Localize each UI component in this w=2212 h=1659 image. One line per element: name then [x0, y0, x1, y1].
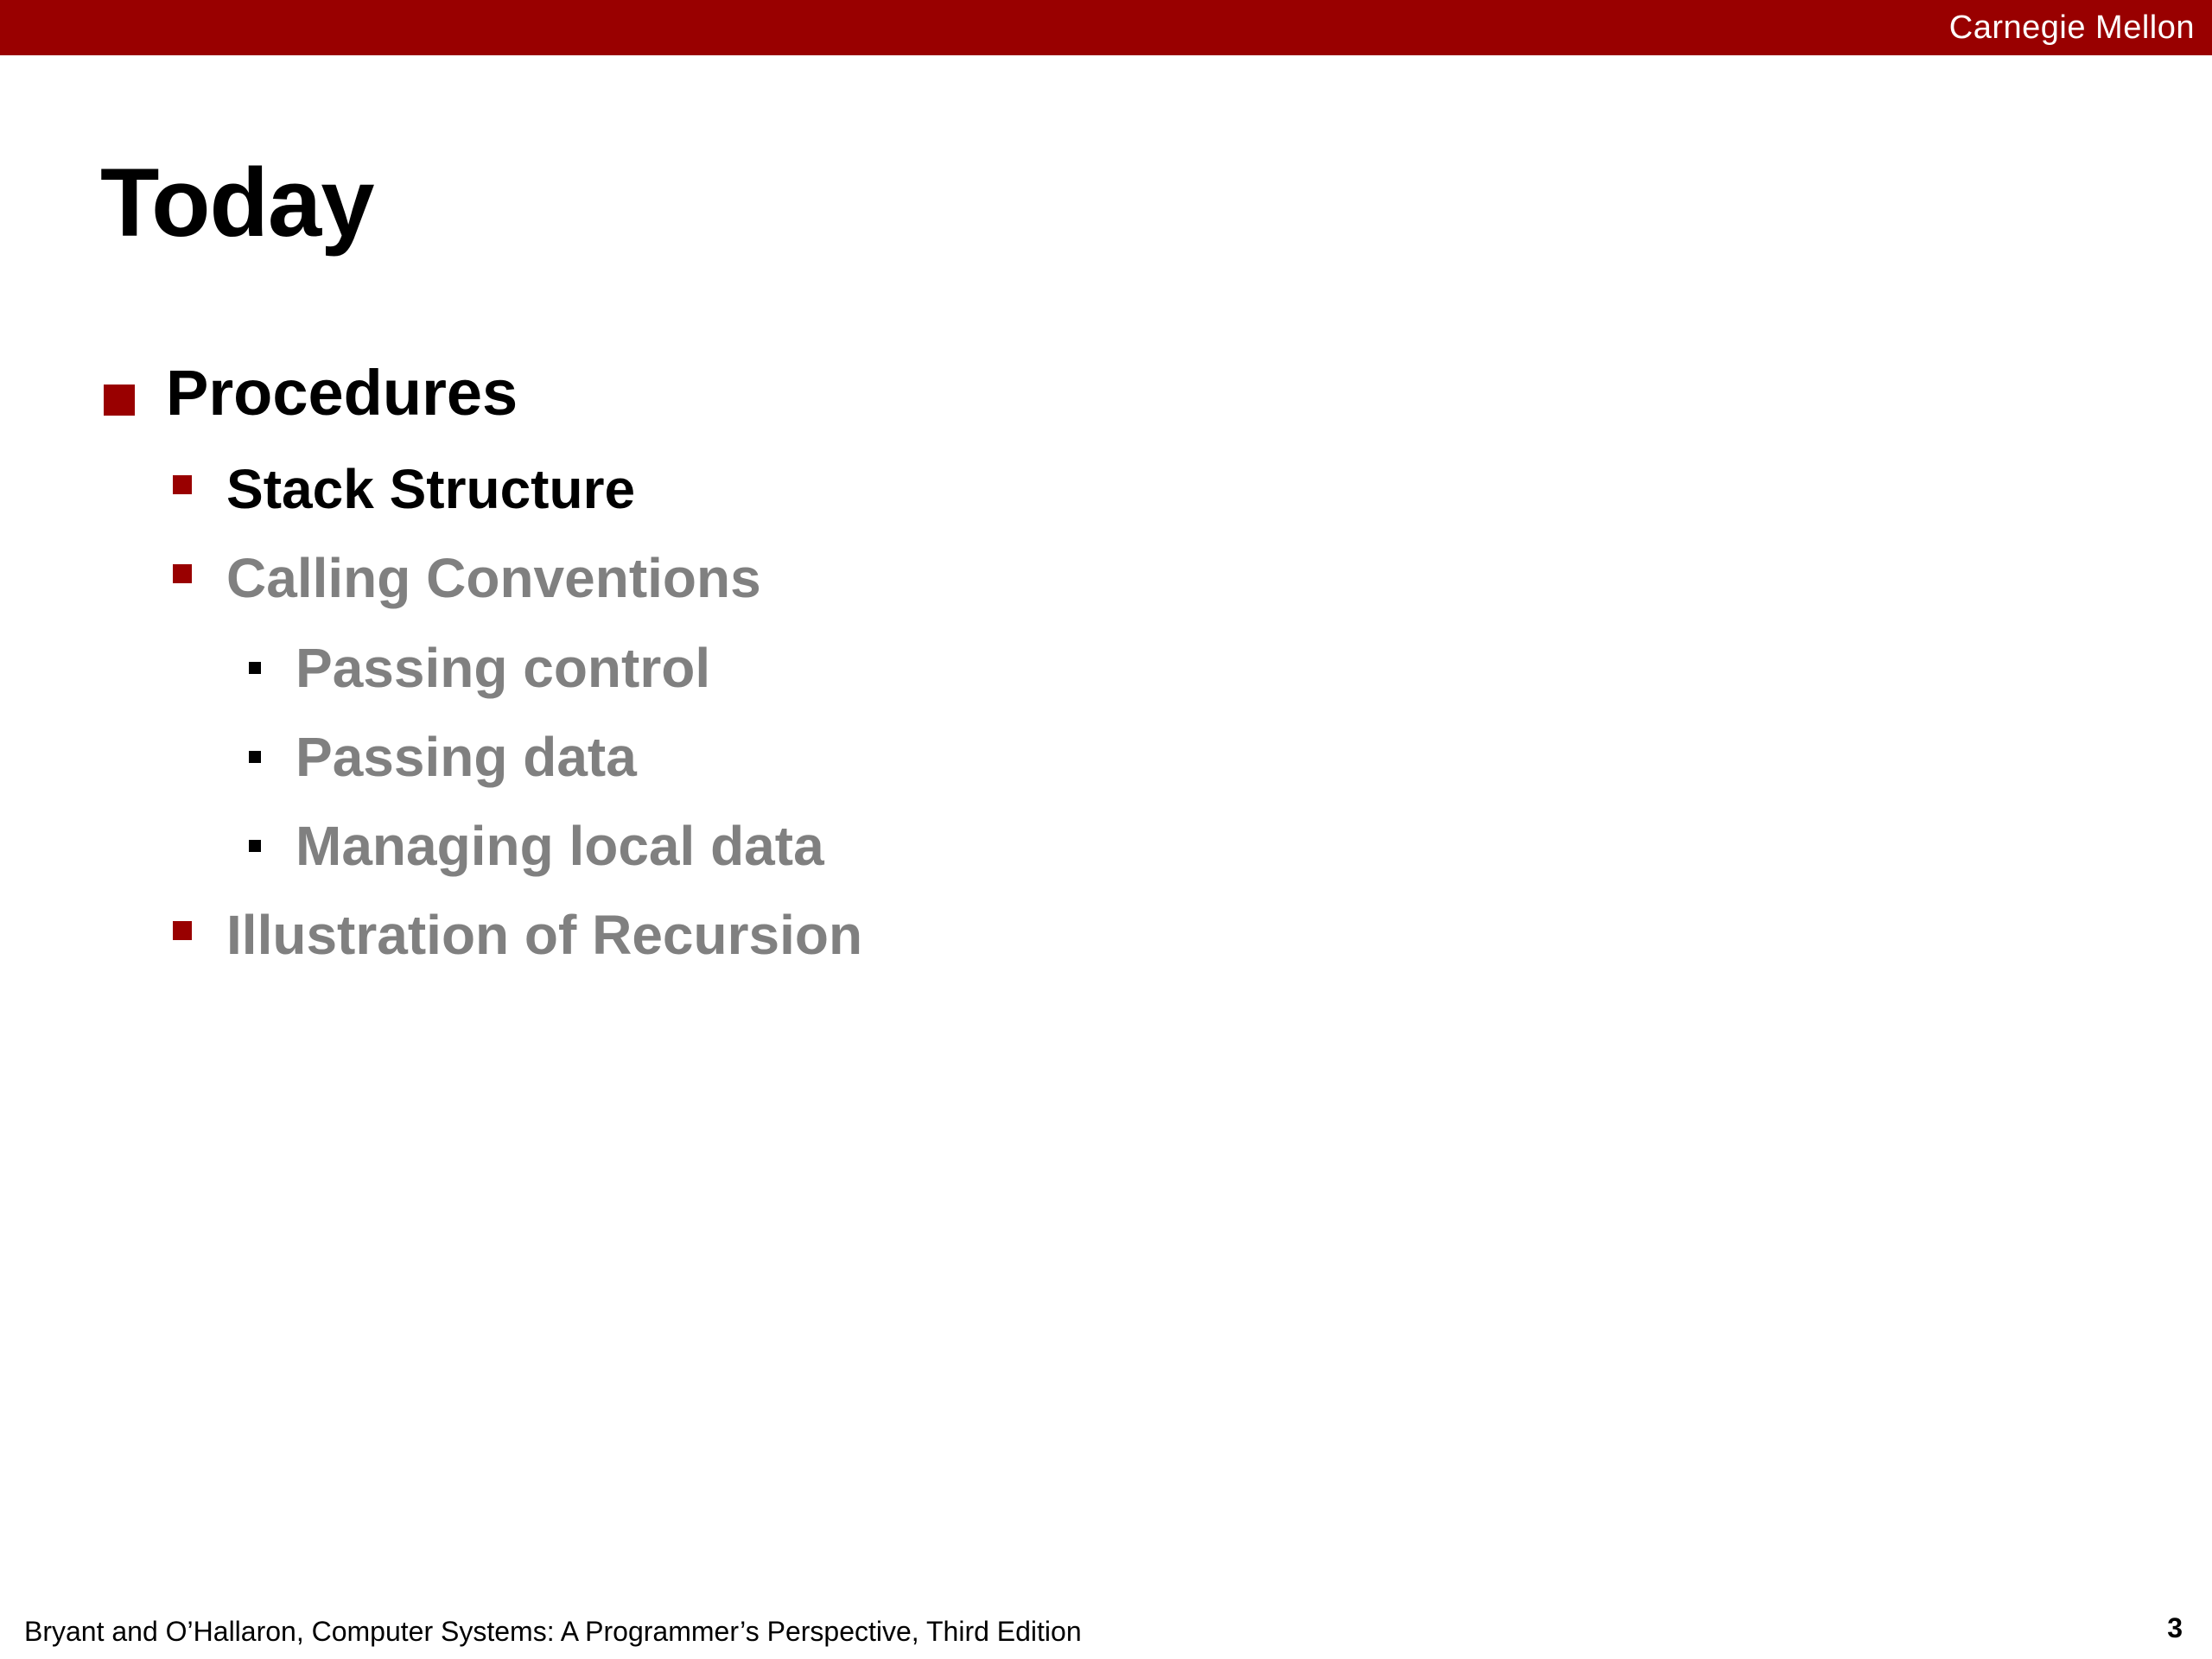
page-number: 3	[2167, 1612, 2183, 1643]
slide-title: Today	[100, 149, 374, 257]
header-bar	[0, 0, 2212, 55]
bullet-square-icon	[173, 564, 192, 583]
bullet-label: Passing control	[296, 637, 711, 699]
bullet-label: Calling Conventions	[226, 547, 761, 609]
bullet-label: Stack Structure	[226, 458, 636, 520]
bullet-label: Procedures	[166, 357, 518, 429]
bullet-label: Illustration of Recursion	[226, 904, 863, 966]
bullet-small-square-icon	[249, 840, 261, 852]
footer-citation: Bryant and O’Hallaron, Computer Systems: A Programmer’s Perspective, Third Edition	[24, 1616, 1082, 1647]
bullet-small-square-icon	[249, 751, 261, 763]
bullet-label: Passing data	[296, 726, 637, 788]
bullet-square-icon	[104, 385, 135, 416]
bullet-square-icon	[173, 921, 192, 940]
bullet-small-square-icon	[249, 662, 261, 674]
brand-label: Carnegie Mellon	[1948, 10, 2195, 46]
bullet-label: Managing local data	[296, 815, 824, 877]
bullet-square-icon	[173, 475, 192, 494]
